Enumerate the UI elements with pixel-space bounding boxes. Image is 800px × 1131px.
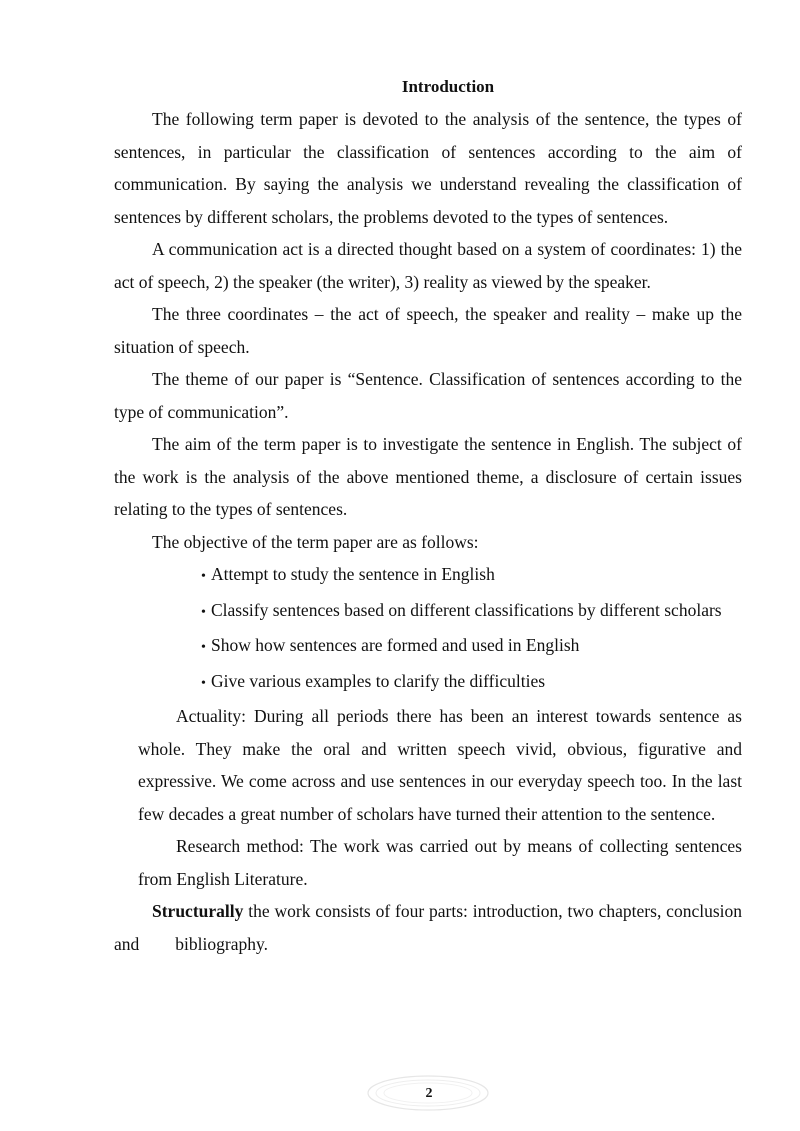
paragraph-aim: The aim of the term paper is to investigate the sentence in English. The subject of the work is the analysis of the above mentioned theme, a disclosure of certain issues relating to the types of sentences.	[114, 434, 742, 519]
paragraph-actuality: Actuality: During all periods there has been an interest towards sentence as whole. They make the oral and written speech vivid, obvious, figurative and expressive. We come across and use sentences in our everyday speech too. In the last few decades a great number of scholars have turned their attention to the sentence.	[138, 706, 742, 824]
objective-text: Classify sentences based on different classifications by different scholars	[211, 599, 722, 620]
paragraph-structure	[114, 895, 742, 960]
objective-text: Give various examples to clarify the difficulties	[211, 670, 546, 691]
objective-text: Attempt to study the sentence in English	[211, 564, 495, 584]
paragraph-objectives-intro: The objective of the term paper are as follows:	[152, 531, 479, 552]
paragraph-purpose: The following term paper is devoted to the analysis of the sentence, the types of sentences, in particular the classification of sentences according to the aim of communication. By saying the analysis we understand revealing the classification of sentences by different scholars, the problems devoted to the types of sentences.	[114, 109, 742, 227]
paragraph-research-method: Research method: The work was carried out by means of collecting sentences from English Literature.	[138, 836, 742, 889]
bullet-icon: •	[201, 569, 206, 584]
list-item	[163, 665, 742, 701]
structure-text: the work consists of four parts: introduction, two chapters, conclusion and	[114, 901, 742, 954]
objective-text: Show how sentences are formed and used in English	[211, 635, 580, 655]
bullet-icon: •	[201, 675, 206, 691]
objectives-list	[114, 558, 742, 700]
paragraph-communication-act: A communication act is a directed thought based on a system of coordinates: 1) the act of speech, 2) the speaker (the writer), 3) reality as viewed by the speaker.	[114, 239, 742, 292]
paragraph-coordinates: The three coordinates – the act of speech, the speaker and reality – make up the situation of speech.	[114, 304, 742, 357]
paragraph-theme: The theme of our paper is “Sentence. Classification of sentences according to the type of communication”.	[114, 369, 742, 422]
page-title: Introduction	[401, 77, 495, 96]
bullet-icon: •	[201, 640, 206, 655]
structure-lead: Structurally	[152, 901, 244, 921]
list-item	[163, 558, 742, 594]
structure-text-end: bibliography.	[175, 933, 268, 954]
document-body	[114, 103, 742, 960]
page-number: 2	[425, 1086, 433, 1101]
bullet-icon: •	[201, 604, 206, 620]
list-item	[163, 629, 742, 665]
list-item	[163, 594, 742, 630]
